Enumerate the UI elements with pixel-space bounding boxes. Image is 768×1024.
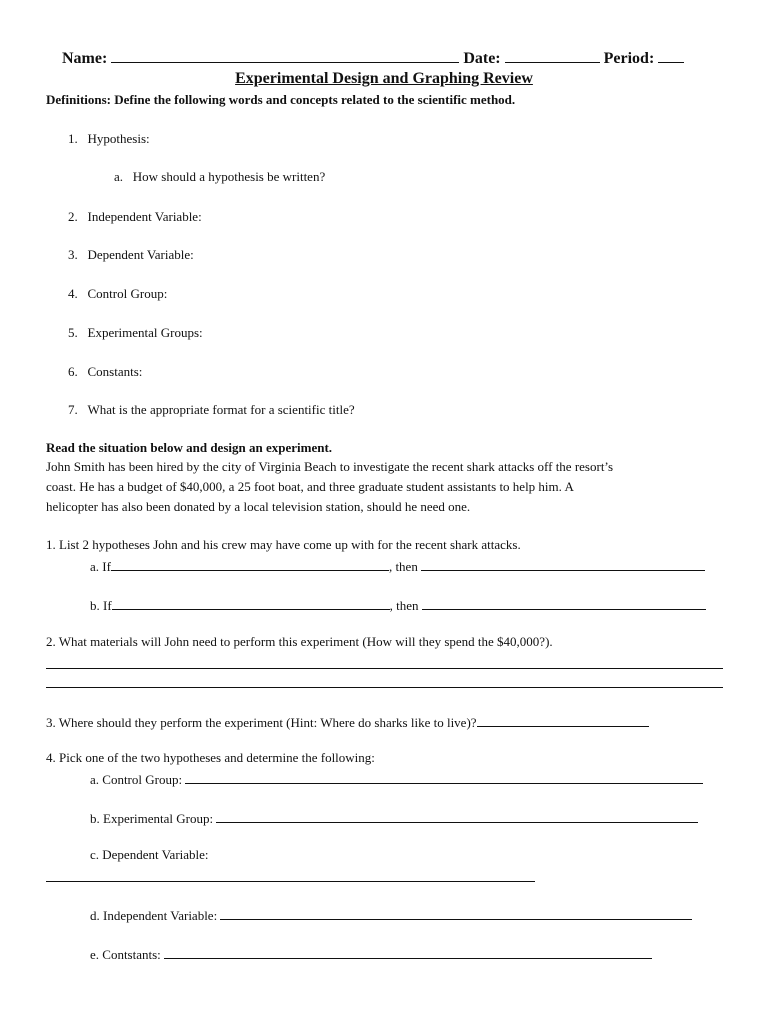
- date-label: Date: [463, 50, 496, 67]
- name-row: Name: Date: Period:: [62, 48, 684, 68]
- q4d-row: [90, 905, 692, 924]
- period-field[interactable]: [658, 48, 684, 63]
- def-item-1: 1. Hypothesis:: [68, 131, 150, 146]
- q4a-label: a. Control Group:: [90, 772, 183, 787]
- q1b-if-field[interactable]: [112, 595, 390, 610]
- q1a-then-label: , then: [388, 559, 418, 574]
- name-field[interactable]: [111, 48, 459, 63]
- q4c-answer-line[interactable]: [46, 881, 535, 882]
- q4d-field[interactable]: [220, 905, 692, 920]
- question-3: 3. Where should they perform the experiment (Hint: Where do sharks like to live)?: [46, 715, 477, 730]
- q4a-row: [90, 769, 703, 788]
- def-item-6: 6. Constants:: [68, 364, 143, 379]
- q4c-label: c. Dependent Variable:: [90, 847, 209, 862]
- situation-line-1: John Smith has been hired by the city of Virginia Beach to investigate the recent shark attacks off the resort’s: [46, 459, 614, 474]
- q4b-field[interactable]: [216, 808, 698, 823]
- def-item-2: 2. Independent Variable:: [68, 209, 202, 224]
- q4e-row: [90, 944, 652, 963]
- q1a-if-field[interactable]: [111, 556, 389, 571]
- question-2: 2. What materials will John need to perform this experiment (How will they spend the $40,000?).: [46, 634, 553, 649]
- definitions-intro: Definitions: Define the following words and concepts related to the scientific method.: [46, 92, 516, 107]
- q4e-field[interactable]: [164, 944, 652, 959]
- situation-heading: Read the situation below and design an experiment.: [46, 440, 333, 455]
- q1b-row: [90, 595, 706, 614]
- question-4: 4. Pick one of the two hypotheses and determine the following:: [46, 750, 375, 765]
- def-item-1a: a. How should a hypothesis be written?: [114, 169, 326, 184]
- q3-answer-field[interactable]: [477, 712, 649, 727]
- q4a-field[interactable]: [185, 769, 703, 784]
- q1b-label: b. If: [90, 598, 112, 613]
- q4b-row: [90, 808, 698, 827]
- def-item-7: 7. What is the appropriate format for a scientific title?: [68, 402, 355, 417]
- question-3-row: [46, 712, 649, 731]
- situation-line-3: helicopter has also been donated by a local television station, should he need one.: [46, 499, 471, 514]
- q1a-then-field[interactable]: [421, 556, 705, 571]
- question-1: 1. List 2 hypotheses John and his crew may have come up with for the recent shark attacks.: [46, 537, 521, 552]
- q4b-label: b. Experimental Group:: [90, 811, 214, 826]
- q1a-label: a. If: [90, 559, 111, 574]
- situation-line-2: coast. He has a budget of $40,000, a 25 foot boat, and three graduate student assistants to help him. A: [46, 479, 574, 494]
- page-title: Experimental Design and Graphing Review: [235, 70, 533, 87]
- q1b-then-label: , then: [389, 598, 419, 613]
- q2-answer-line-1[interactable]: [46, 668, 723, 669]
- q1b-then-field[interactable]: [422, 595, 706, 610]
- def-item-5: 5. Experimental Groups:: [68, 325, 203, 340]
- def-item-3: 3. Dependent Variable:: [68, 247, 194, 262]
- period-label: Period: [603, 50, 649, 67]
- q1a-row: [90, 556, 705, 575]
- date-field[interactable]: [505, 48, 600, 63]
- q4e-label: e. Contstants:: [90, 947, 161, 962]
- def-item-4: 4. Control Group:: [68, 286, 168, 301]
- q4d-label: d. Independent Variable:: [90, 908, 218, 923]
- name-label: Name: [62, 50, 102, 67]
- q2-answer-line-2[interactable]: [46, 687, 723, 688]
